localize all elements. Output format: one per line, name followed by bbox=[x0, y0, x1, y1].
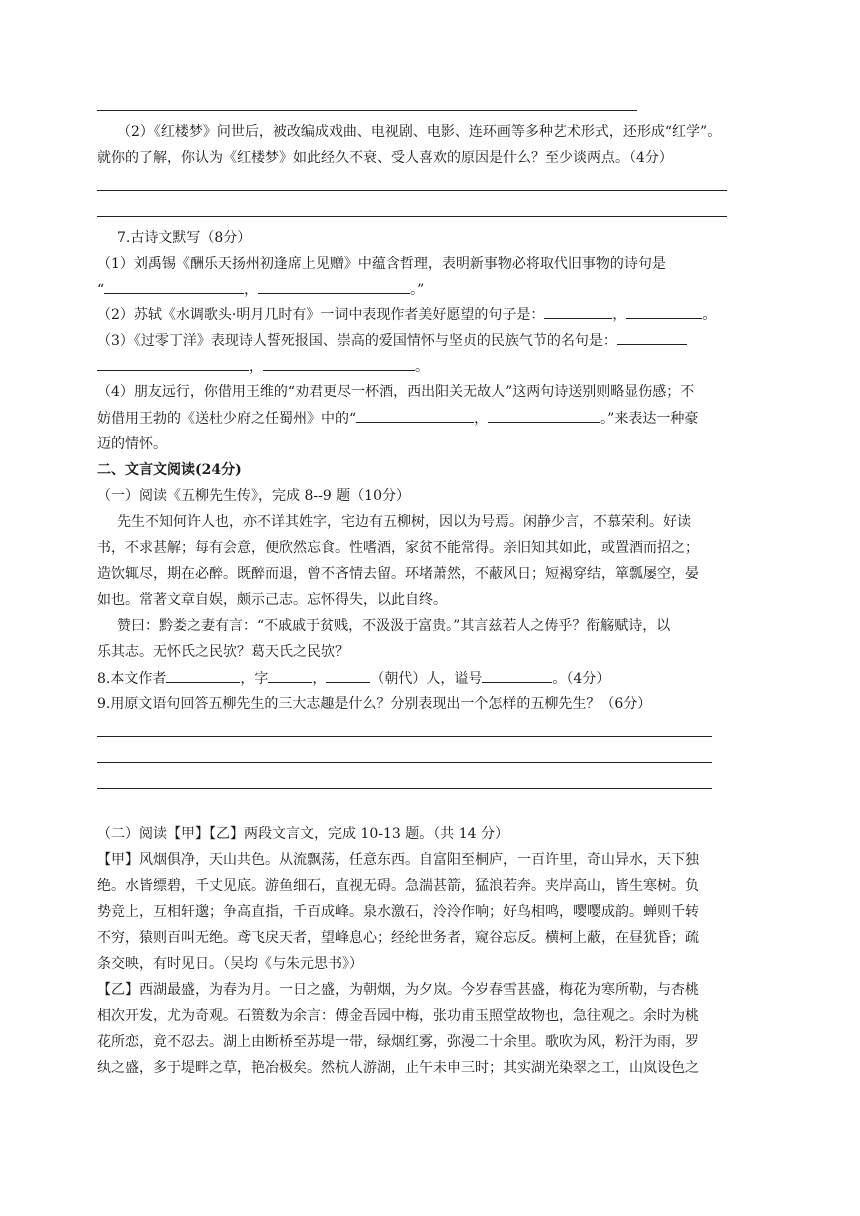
q8-text: 8.本文作者 bbox=[97, 671, 167, 687]
answer-line bbox=[97, 190, 727, 191]
q6-2-line1: （2）《红楼梦》问世后，被改编成戏曲、电视剧、电影、连环画等多种艺术形式，还形成“红学”。 bbox=[117, 124, 722, 140]
answer-line bbox=[97, 110, 637, 111]
fill-blank[interactable] bbox=[258, 279, 410, 294]
yi-line: 相次开发，尤为奇观。石篑数为余言：傅金吾园中梅，张功甫玉照堂故物也，急往观之。余时为桃 bbox=[97, 1008, 699, 1024]
q7-1-line2 bbox=[97, 279, 424, 300]
fill-blank[interactable] bbox=[263, 356, 415, 371]
q8-text: 。（4分） bbox=[552, 671, 611, 687]
comma: ， bbox=[612, 307, 627, 323]
fill-blank[interactable] bbox=[544, 304, 612, 319]
fill-blank[interactable] bbox=[326, 668, 370, 683]
jia-line: 【甲】风烟俱净，天山共色。从流飘荡，任意东西。自富阳至桐庐，一百许里，奇山异水，天下独 bbox=[97, 852, 699, 868]
zan-line: 赞曰：黔娄之妻有言：“不戚戚于贫贱，不汲汲于富贵。”其言兹若人之俦乎？衔觞赋诗，以 bbox=[117, 618, 671, 634]
q6-2-line2: 就你的了解，你认为《红楼梦》如此经久不衰、受人喜欢的原因是什么？至少谈两点。（4分） bbox=[97, 150, 673, 166]
answer-line bbox=[97, 762, 712, 763]
q8-text: ，字 bbox=[240, 671, 269, 687]
q7-3-text: （3）《过零丁洋》表现诗人誓死报国、崇高的爱国情怀与坚贞的民族气节的名句是： bbox=[97, 333, 617, 349]
fill-blank[interactable] bbox=[104, 279, 244, 294]
q7-2-text: （2）苏轼《水调歌头·明月几时有》一词中表现作者美好愿望的句子是： bbox=[97, 307, 545, 323]
q7-1-line1: （1）刘禹锡《酬乐天扬州初逢席上见赠》中蕴含哲理，表明新事物必将取代旧事物的诗句是 bbox=[97, 256, 666, 272]
period: 。 bbox=[702, 307, 717, 323]
yi-line: 花所恋，竟不忍去。湖上由断桥至苏堤一带，绿烟红雾，弥漫二十余里。歌吹为风，粉汗为雨，罗 bbox=[97, 1034, 699, 1050]
jia-line: 条交映，有时见日。（吴均《与朱元思书》） bbox=[97, 956, 363, 972]
q7-4-text-b: ”来表达一种豪 bbox=[607, 411, 699, 427]
q7-3-line1 bbox=[97, 330, 687, 351]
fill-blank[interactable] bbox=[268, 668, 312, 683]
passage-line: 造饮辄尽，期在必醉。既醉而退，曾不吝情去留。环堵萧然，不蔽风日；短褐穿结，箪瓢屡空，晏 bbox=[97, 566, 699, 582]
q7-4-text-a: 妨借用王勃的《送杜少府之任蜀州》中的“ bbox=[97, 411, 357, 427]
fill-blank[interactable] bbox=[488, 408, 600, 423]
close-quote: 。” bbox=[410, 282, 425, 298]
q7-4-line3: 迈的情怀。 bbox=[97, 436, 167, 452]
fill-blank[interactable] bbox=[626, 304, 702, 319]
q7-3-line2 bbox=[97, 356, 429, 377]
zan-line: 乐其志。无怀氏之民欤？葛天氏之民欤？ bbox=[97, 644, 349, 660]
fill-blank[interactable] bbox=[356, 408, 474, 423]
answer-line bbox=[97, 788, 712, 789]
comma: ， bbox=[249, 359, 263, 375]
jia-line: 势竞上，互相轩邈；争高直指，千百成峰。泉水激石，泠泠作响；好鸟相鸣，嘤嘤成韵。蝉则千转 bbox=[97, 904, 699, 920]
fill-blank[interactable] bbox=[617, 330, 687, 345]
period: 。 bbox=[415, 359, 429, 375]
passage-line: 如也。常著文章自娱，颇示己志。忘怀得失，以此自终。 bbox=[97, 592, 447, 608]
fill-blank[interactable] bbox=[97, 356, 249, 371]
part2-title: （二）阅读【甲】【乙】两段文言文，完成 10-13 题。（共 14 分） bbox=[97, 826, 509, 842]
q8-text: （朝代）人，谥号 bbox=[370, 671, 483, 687]
fill-blank[interactable] bbox=[166, 668, 240, 683]
section-heading: 二、文言文阅读(24分) bbox=[97, 462, 242, 478]
q7-title: 7.古诗文默写（8分） bbox=[117, 230, 252, 246]
q7-2 bbox=[97, 304, 716, 325]
jia-line: 不穷，猿则百叫无绝。鸢飞戾天者，望峰息心；经纶世务者，窥谷忘反。横柯上蔽，在昼犹昏；疏 bbox=[97, 930, 699, 946]
q8-text: ， bbox=[312, 671, 327, 687]
passage-line: 先生不知何许人也，亦不详其姓字，宅边有五柳树，因以为号焉。闲静少言，不慕荣利。好读 bbox=[117, 514, 691, 530]
q8 bbox=[97, 668, 610, 689]
yi-line: 纨之盛，多于堤畔之草，艳冶极矣。然杭人游湖，止午未申三时；其实湖光染翠之工，山岚设色之 bbox=[97, 1060, 699, 1076]
q7-4-line1: （4）朋友远行，你借用王维的“劝君更尽一杯酒，西出阳关无故人”这两句诗送别则略显伤感；不 bbox=[97, 384, 695, 400]
open-quote: “ bbox=[97, 282, 105, 298]
period: 。 bbox=[600, 411, 608, 427]
passage-line: 书，不求甚解；每有会意，便欣然忘食。性嗜酒，家贫不能常得。亲旧知其如此，或置酒而招之； bbox=[97, 540, 699, 556]
fill-blank[interactable] bbox=[482, 668, 552, 683]
part1-title: （一）阅读《五柳先生传》，完成 8--9 题（10分） bbox=[97, 488, 410, 504]
q9: 9.用原文语句回答五柳先生的三大志趣是什么？分别表现出一个怎样的五柳先生？（6分） bbox=[97, 696, 652, 712]
yi-line: 【乙】西湖最盛，为春为月。一日之盛，为朝烟，为夕岚。今岁春雪甚盛，梅花为寒所勒，与杏桃 bbox=[97, 982, 699, 998]
answer-line bbox=[97, 736, 712, 737]
comma: ， bbox=[244, 282, 259, 298]
comma: ， bbox=[474, 411, 489, 427]
answer-line bbox=[97, 216, 727, 217]
q7-4-line2 bbox=[97, 408, 698, 429]
jia-line: 绝。水皆缥碧，千丈见底。游鱼细石，直视无碍。急湍甚箭，猛浪若奔。夹岸高山，皆生寒树。负 bbox=[97, 878, 699, 894]
